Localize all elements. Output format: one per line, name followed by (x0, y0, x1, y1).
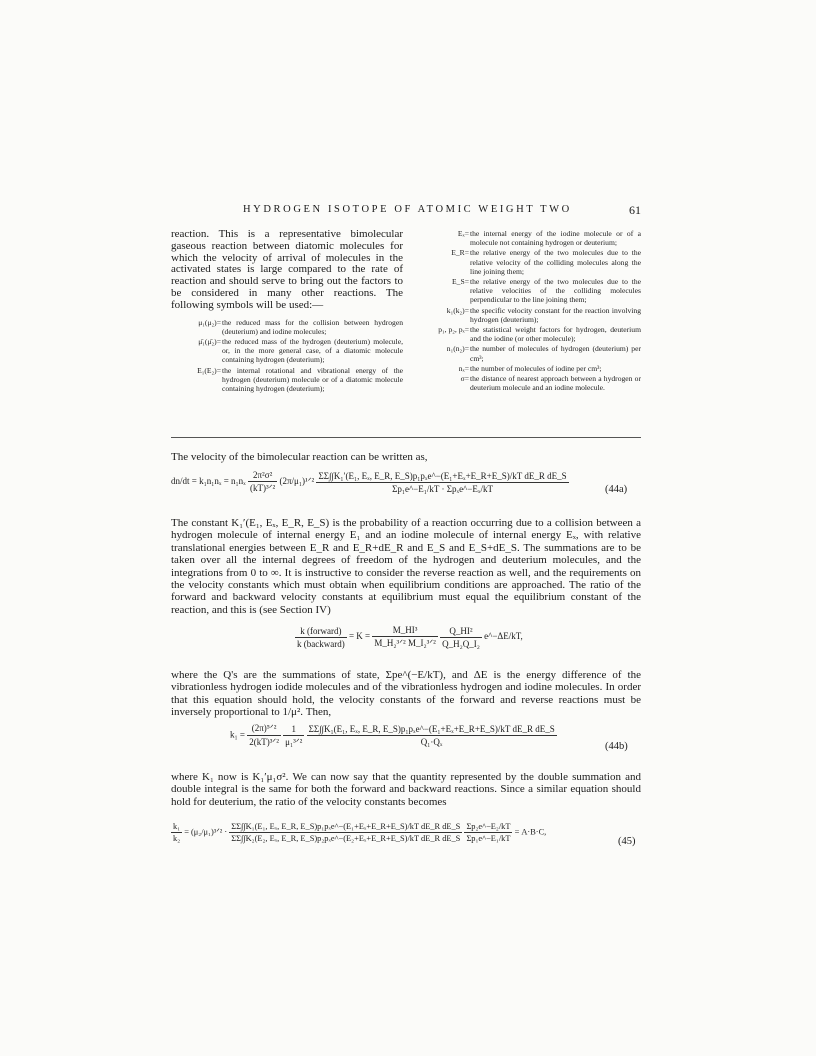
eq44b-main-fraction (307, 724, 557, 747)
eq44b-denominator: Q₁·Qₓ (420, 737, 443, 747)
eq44b-lhs: k₁ = (230, 729, 245, 740)
eqK-mass-den: M_H₂³ᐟ² M_I₂³ᐟ² (374, 638, 436, 648)
eq45-lhs (171, 822, 182, 843)
eq45-den2: Σp₁e^−E₁/kT (466, 834, 511, 843)
eq45-lhs-num: k₁ (173, 822, 181, 831)
eq44b-mass (283, 724, 304, 748)
eqK-mid: = K = (348, 631, 371, 642)
symbol-definition (415, 306, 641, 324)
symbol-key: E₁(E₂)= (197, 365, 221, 375)
equation-number-45: (45) (618, 836, 636, 847)
running-title: HYDROGEN ISOTOPE OF ATOMIC WEIGHT TWO (243, 204, 572, 215)
symbol-key: p₁, p₂, pₓ= (438, 325, 469, 335)
right-column (415, 229, 641, 393)
eqK-ratio-num: k (forward) (295, 626, 347, 638)
eq44b-coeff-den: 2(kT)³ᐟ² (249, 737, 279, 747)
eqK-ratio (295, 626, 347, 649)
page-number: 61 (629, 203, 641, 217)
eq45-rhs: = A·B·C, (514, 827, 547, 837)
symbol-definition (415, 325, 641, 343)
symbol-definition (415, 374, 641, 392)
symbol-definition (415, 344, 641, 362)
eqK-exponential: e^−ΔE/kT, (484, 631, 523, 642)
equation-44a (171, 470, 569, 494)
symbol-desc: the internal energy of the iodine molecule or of a molecule not containing hydrogen or deuterium; (470, 229, 641, 248)
eq44a-coeff1-num: 2π²σ² (248, 470, 277, 482)
eq45-num1: ΣΣ∫∫K₁(E₁, Eₓ, E_R, E_S)p₁pₓe^−(E₁+Eₓ+E_R+E_S)/kT dE_R dE_S (231, 822, 461, 831)
symbol-definition (171, 337, 403, 365)
symbol-definition (415, 229, 641, 247)
symbol-definition (171, 318, 403, 336)
two-column-section (171, 229, 641, 429)
eq44a-numerator: ΣΣ∫∫K₁′(E₁, Eₓ, E_R, E_S)p₁pₓe^−(E₁+Eₓ+E_R+E_S)/kT dE_R dE_S (318, 470, 567, 481)
eq44a-coeff2: (2π/μ₁)¹ᐟ² (279, 476, 315, 487)
eq44b-coeff (247, 723, 281, 748)
symbol-desc: the relative energy of the two molecules due to the relative velocity of the colliding molecules along the line joining them; (470, 248, 641, 276)
symbol-desc: the internal rotational and vibrational energy of the hydrogen (deuterium) molecule or of a diatomic molecule containing hydrogen (deuterium); (222, 365, 403, 393)
eq45-fraction2 (464, 822, 512, 843)
symbol-definition (415, 364, 641, 373)
eqK-q-den: Q_H₂Q_I₂ (442, 638, 480, 649)
symbol-key: μ̄₁(μ̄₂)= (198, 336, 221, 346)
left-column (171, 229, 403, 394)
eq45-fraction1 (229, 822, 462, 843)
symbol-desc: the number of molecules of hydrogen (deuterium) per cm³; (470, 344, 641, 363)
symbol-desc: the distance of nearest approach between a hydrogen or deuterium molecule and an iodine molecule. (470, 374, 641, 393)
eq45-lhs-den: k₂ (173, 834, 181, 843)
eq45-prefactor: = (μ₂/μ₁)³ᐟ² · (184, 827, 228, 837)
paragraph-velocity: The velocity of the bimolecular reaction can be written as, (171, 451, 428, 463)
eqK-q-fraction (440, 626, 482, 649)
equation-number-44a: (44a) (605, 484, 628, 495)
symbol-definition (171, 366, 403, 394)
symbol-key: n₁(n₂)= (446, 344, 469, 354)
paragraph-constant: The constant K₁′(E₁, Eₓ, E_R, E_S) is the probability of a reaction occurring due to a collision between a hydrogen molecule of internal energy E₁ and an iodine molecule of internal energy Eₓ, with relative translational energies between E_R and E_R+dE_R and E_S and E_S+dE_S. The summations are to be taken over all the internal degrees of freedom of the hydrogen and deuterium molecules, and the integrations from 0 to ∞. It is instructive to consider the reverse reaction as well, and the requirements on the velocity constants which must obtain when equilibrium conditions are approached. The ratio of the forward and backward velocity constants at equilibrium must equal the equilibrium constant of the reaction, and this is (see Section IV) (171, 517, 641, 616)
symbol-key: Eₓ= (457, 229, 469, 238)
symbol-key: μ₁(μ₂)= (198, 317, 221, 327)
symbol-desc: the specific velocity constant for the reaction involving hydrogen (deuterium); (470, 305, 641, 324)
eqK-q-num: Q_HI² (440, 626, 482, 638)
symbol-desc: the reduced mass for the collision between hydrogen (deuterium) and iodine molecules; (222, 317, 403, 336)
equation-44b (230, 723, 557, 748)
eq45-num2: Σp₂e^−E₂/kT (466, 822, 511, 831)
eqK-mass-num: M_HI³ (372, 625, 437, 637)
equation-number-44b: (44b) (605, 741, 628, 752)
eq44a-lhs: dn/dt = k₁n₁nₓ = n₁nₓ (171, 476, 246, 487)
eqK-mass-fraction (372, 625, 437, 649)
symbol-desc: the statistical weight factors for hydrogen, deuterium and the iodine (or other molecule); (470, 325, 641, 344)
symbol-desc: the number of molecules of iodine per cm³; (470, 363, 602, 373)
paragraph-ratio: where K₁ now is K₁′μ₁σ². We can now say that the quantity represented by the double summation and double integral is the same for both the forward and backward reactions. Since a similar equation should hold for deuterium, the ratio of the velocity constants becomes (171, 771, 641, 808)
symbol-definition (415, 248, 641, 276)
symbol-key: σ= (460, 374, 469, 384)
eq44a-denominator: Σp₁e^−E₁/kT · Σpₓe^−Eₓ/kT (392, 483, 493, 494)
symbol-key: E_R= (451, 248, 469, 258)
eq44b-mass-num: 1 (283, 724, 304, 736)
eq44a-coeff1 (248, 470, 277, 494)
symbol-key: E_S= (452, 277, 469, 287)
eq44b-mass-den: μ₁³ᐟ² (285, 736, 303, 747)
equation-45 (171, 822, 546, 843)
symbol-desc: the relative energy of the two molecules due to the relative velocities of the colliding molecules perpendicular to the line joining them; (470, 277, 641, 305)
paragraph-q-definition: where the Q's are the summations of state, Σpe^(−E/kT), and ΔE is the energy difference of the vibrationless hydrogen iodide molecules and of the vibrationless hydrogen and iodine molecules. In order that this equation should hold, the velocity constants of the forward and reverse reactions must be inversely proportional to 1/μ². Then, (171, 669, 641, 719)
eq44b-numerator: ΣΣ∫∫K₁(E₁, Eₓ, E_R, E_S)p₁pₓe^−(E₁+Eₓ+E_R+E_S)/kT dE_R dE_S (308, 724, 555, 734)
eqK-ratio-den: k (backward) (297, 638, 345, 649)
eq44a-coeff1-den: (kT)³ᐟ² (250, 483, 276, 493)
eq44a-main-fraction (316, 471, 568, 494)
symbol-key: k₁(k₂)= (446, 305, 469, 315)
section-divider (171, 437, 641, 438)
symbol-desc: the reduced mass of the hydrogen (deuterium) molecule, or, in the more general case, of a diatomic molecule containing hydrogen (deuterium); (222, 336, 403, 365)
eq44b-coeff-num: (2π)⁵ᐟ² (247, 723, 281, 736)
intro-paragraph: reaction. This is a representative bimolecular gaseous reaction between diatomic molecules for which the velocity of arrival of molecules in the activated states is large compared to the rate of reaction and should serve to bring out the factors to be considered in many other reactions. The following symbols will be used:— (171, 228, 403, 311)
eq45-den1: ΣΣ∫∫K₂(E₂, Eₓ, E_R, E_S)p₂pₓe^−(E₂+Eₓ+E_R+E_S)/kT dE_R dE_S (231, 834, 461, 843)
symbol-definition (415, 277, 641, 305)
symbol-key: nₓ= (458, 363, 469, 373)
equation-equilibrium (295, 625, 523, 649)
